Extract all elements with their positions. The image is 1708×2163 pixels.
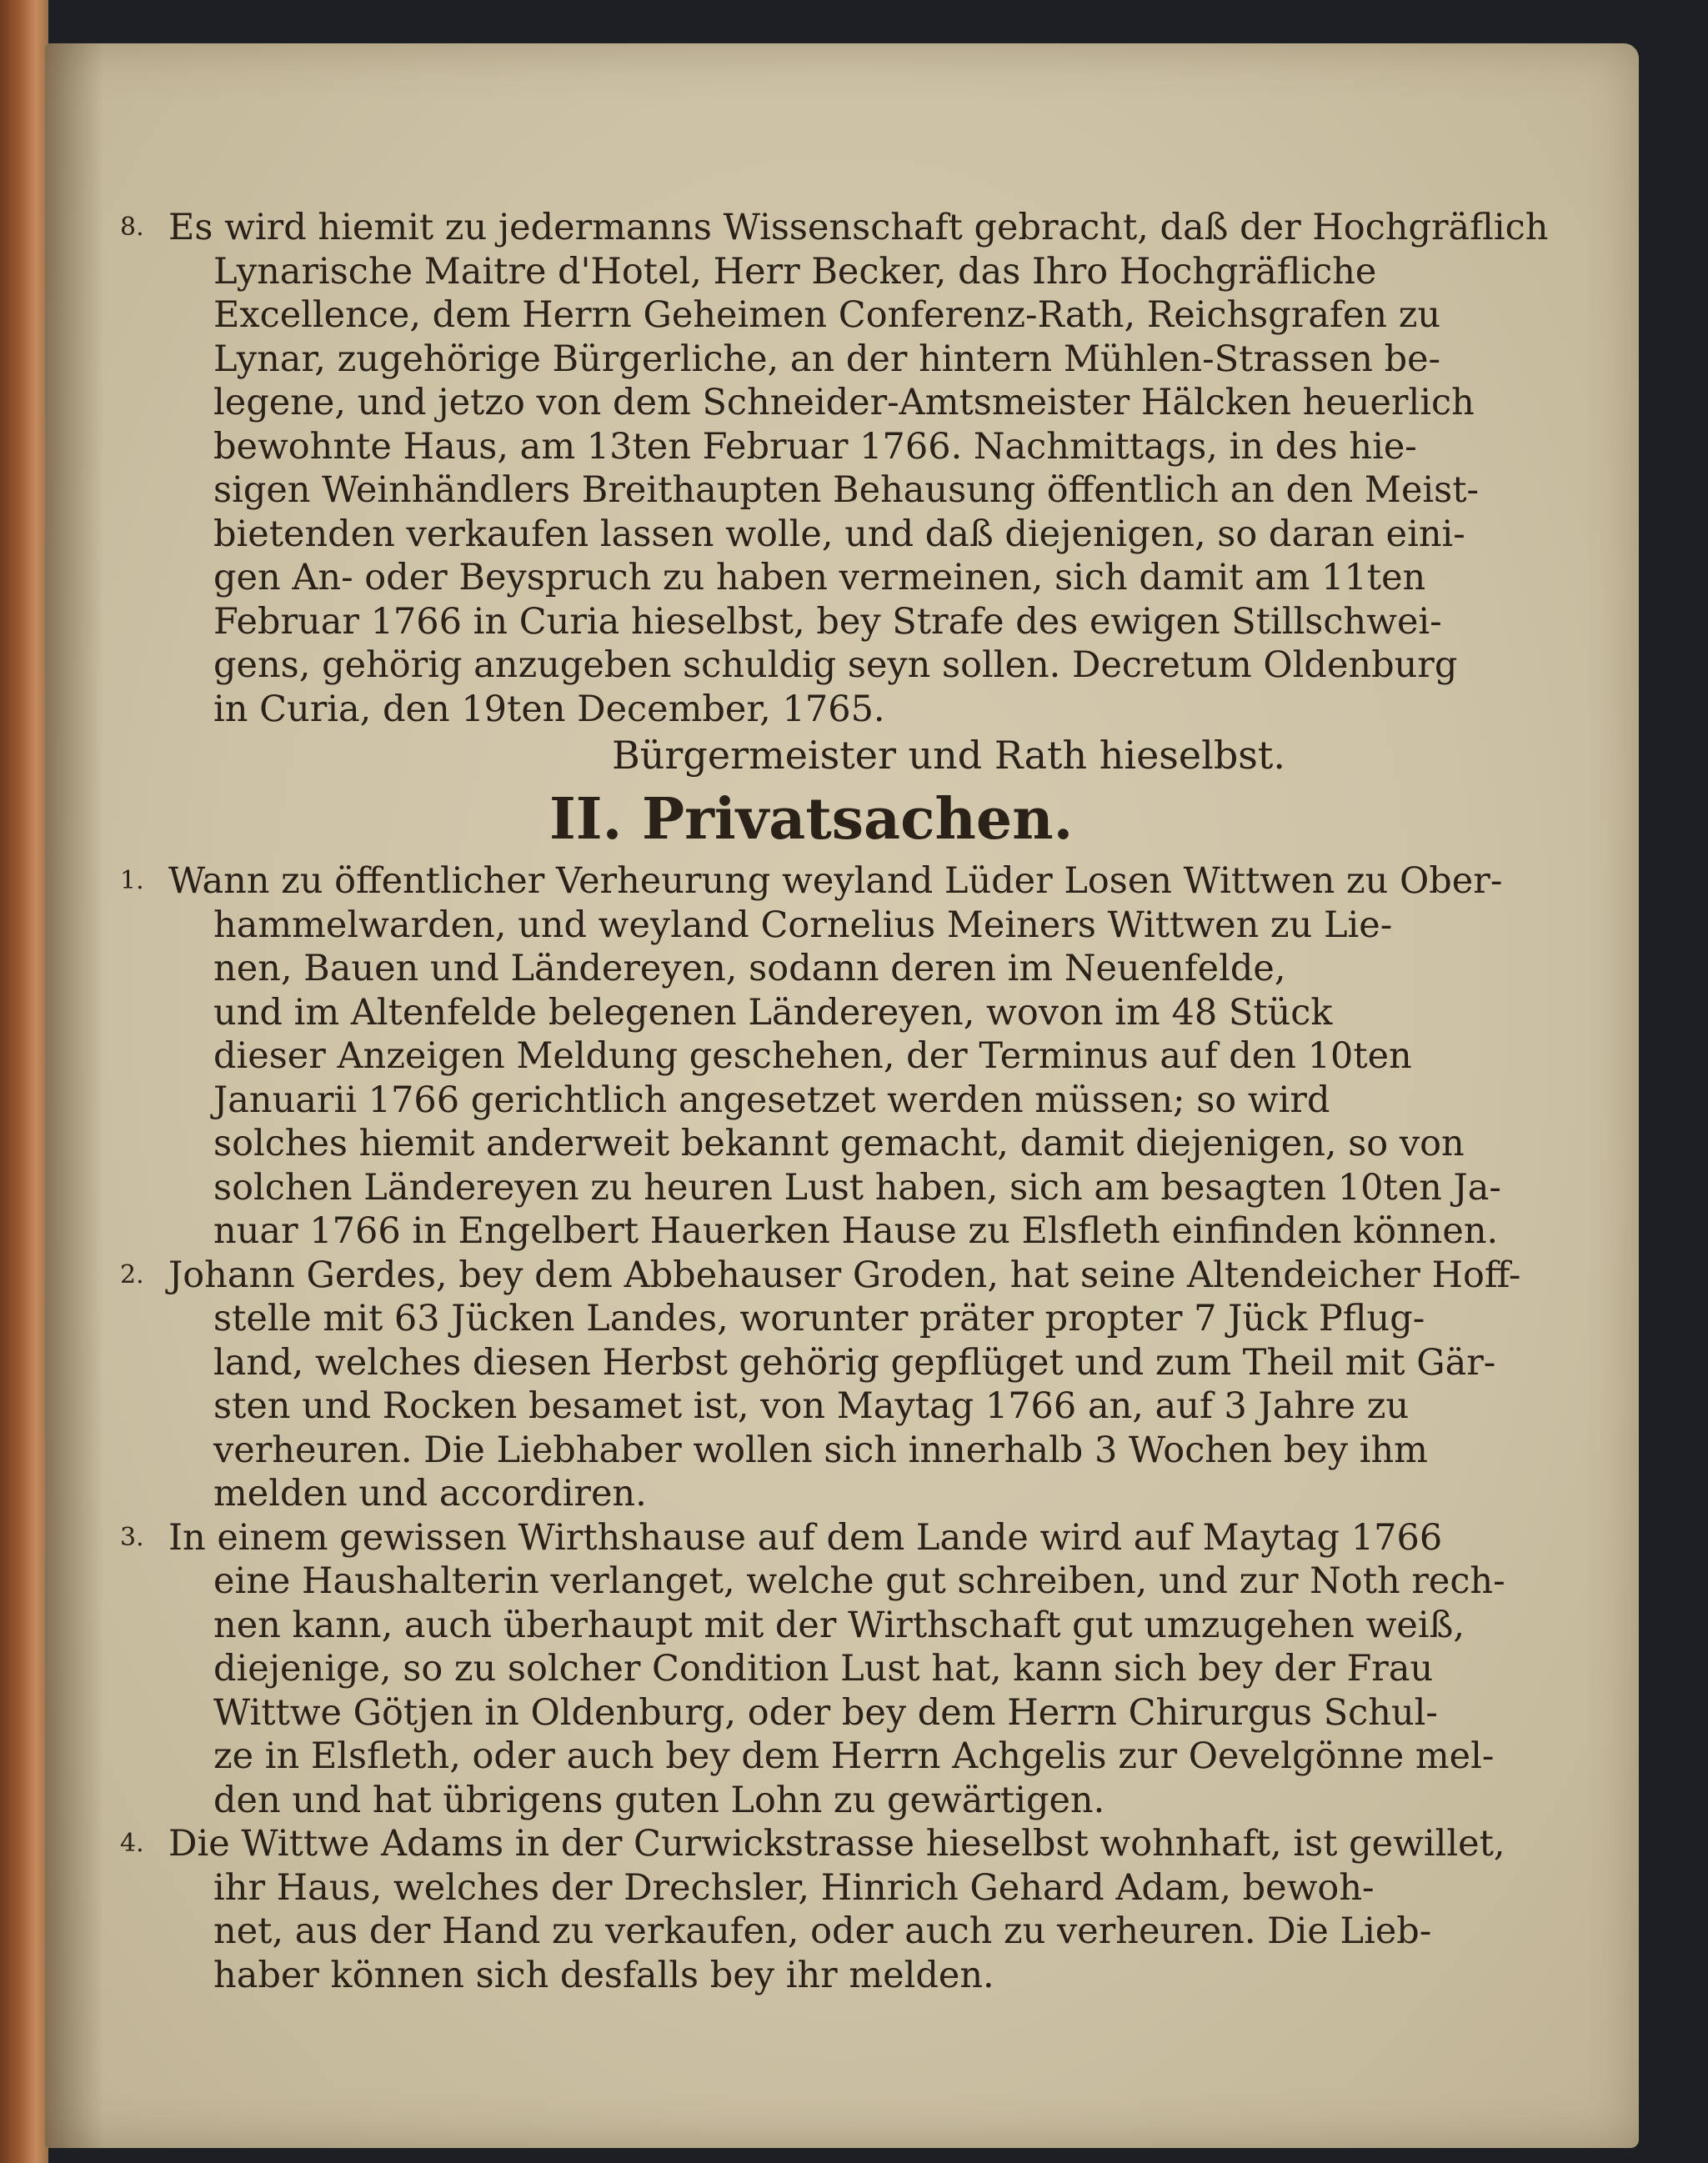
page-text <box>120 206 1549 1997</box>
text-line: sigen Weinhändlers Breithaupten Behausung öffentlich an den Meist- <box>213 469 1480 511</box>
text-line: bietenden verkaufen lassen wolle, und daß diejenigen, so daran eini- <box>213 513 1465 555</box>
text-line: solches hiemit anderweit bekannt gemacht, damit diejenigen, so von <box>213 1123 1465 1164</box>
text-line: und im Altenfelde belegenen Ländereyen, wovon im 48 Stück <box>213 991 1333 1034</box>
book-spine-edge <box>0 0 48 2163</box>
text-line: nen kann, auch überhaupt mit der Wirthschaft gut umzugehen weiß, <box>213 1604 1465 1646</box>
notice-entry-8 <box>120 206 1549 731</box>
private-entry-1 <box>120 859 1537 1254</box>
section-heading: II. Privatsachen. <box>549 786 1074 853</box>
text-line: land, welches diesen Herbst gehörig gepflüget und zum Theil mit Gär- <box>213 1341 1496 1384</box>
private-entry-4 <box>120 1822 1537 1997</box>
text-line: melden und accordiren. <box>213 1473 647 1515</box>
text-line: hammelwarden, und weyland Cornelius Meiners Wittwen zu Lie- <box>213 904 1393 946</box>
entry-number: 1. <box>120 866 144 895</box>
private-entry-3 <box>120 1516 1537 1823</box>
text-line: Excellence, dem Herrn Geheimen Conferenz-Rath, Reichsgrafen zu <box>213 294 1441 336</box>
text-line: Januarii 1766 gerichtlich angesetzet werden müssen; so wird <box>213 1079 1330 1121</box>
text-line: stelle mit 63 Jücken Landes, worunter präter propter 7 Jück Pflug- <box>213 1298 1425 1339</box>
text-line: solchen Ländereyen zu heuren Lust haben, sich am besagten 10ten Ja- <box>213 1166 1501 1209</box>
text-line: In einem gewissen Wirthshause auf dem Lande wird auf Maytag 1766 <box>168 1516 1443 1559</box>
signature-line: Bürgermeister und Rath hieselbst. <box>612 733 1285 778</box>
text-line: Johann Gerdes, bey dem Abbehauser Groden, hat seine Altendeicher Hoff- <box>168 1254 1521 1296</box>
text-line: verheuren. Die Liebhaber wollen sich innerhalb 3 Wochen bey ihm <box>213 1429 1428 1471</box>
text-line: in Curia, den 19ten December, 1765. <box>213 688 885 730</box>
text-line: Lynar, zugehörige Bürgerliche, an der hintern Mühlen-Strassen be- <box>213 338 1441 380</box>
text-line: legene, und jetzo von dem Schneider-Amtsmeister Hälcken heuerlich <box>213 382 1475 423</box>
text-line: Wann zu öffentlicher Verheurung weyland Lüder Losen Wittwen zu Ober- <box>168 860 1503 902</box>
entry-number: 8. <box>120 213 144 242</box>
text-line: bewohnte Haus, am 13ten Februar 1766. Nachmittags, in des hie- <box>213 425 1417 468</box>
text-line: gens, gehörig anzugeben schuldig seyn sollen. Decretum Oldenburg <box>213 644 1458 686</box>
text-line: gen An- oder Beyspruch zu haben vermeinen, sich damit am 11ten <box>213 557 1426 598</box>
text-line: nen, Bauen und Ländereyen, sodann deren im Neuenfelde, <box>213 948 1286 989</box>
text-line: den und hat übrigens guten Lohn zu gewärtigen. <box>213 1779 1105 1821</box>
entry-number: 4. <box>120 1829 144 1858</box>
private-entry-2 <box>120 1254 1537 1516</box>
text-line: haber können sich desfalls bey ihr melden. <box>213 1954 994 1996</box>
text-line: ihr Haus, welches der Drechsler, Hinrich Gehard Adam, bewoh- <box>213 1866 1375 1909</box>
text-line: Wittwe Götjen in Oldenburg, oder bey dem Herrn Chirurgus Schul- <box>213 1691 1438 1734</box>
entry-number: 3. <box>120 1522 144 1552</box>
text-line: net, aus der Hand zu verkaufen, oder auch zu verheuren. Die Lieb- <box>213 1910 1432 1952</box>
text-line: Lynarische Maitre d'Hotel, Herr Becker, das Ihro Hochgräfliche <box>213 250 1377 293</box>
text-line: diejenige, so zu solcher Condition Lust hat, kann sich bey der Frau <box>213 1648 1434 1690</box>
text-line: eine Haushalterin verlanget, welche gut schreiben, und zur Noth rech- <box>213 1560 1505 1602</box>
page-gutter-shadow <box>45 43 103 2148</box>
text-line: sten und Rocken besamet ist, von Maytag 1766 an, auf 3 Jahre zu <box>213 1385 1410 1427</box>
text-line: Es wird hiemit zu jedermanns Wissenschaft gebracht, daß der Hochgräflich <box>168 207 1549 248</box>
text-line: ze in Elsfleth, oder auch bey dem Herrn Achgelis zur Oevelgönne mel- <box>213 1735 1495 1777</box>
entry-number: 2. <box>120 1259 144 1289</box>
text-line: nuar 1766 in Engelbert Hauerken Hause zu Elsfleth einfinden können. <box>213 1210 1499 1252</box>
text-line: Februar 1766 in Curia hieselbst, bey Strafe des ewigen Stillschwei- <box>213 600 1442 643</box>
text-line: dieser Anzeigen Meldung geschehen, der Terminus auf den 10ten <box>213 1035 1412 1077</box>
text-line: Die Wittwe Adams in der Curwickstrasse hieselbst wohnhaft, ist gewillet, <box>168 1823 1505 1865</box>
document-page <box>45 43 1639 2148</box>
